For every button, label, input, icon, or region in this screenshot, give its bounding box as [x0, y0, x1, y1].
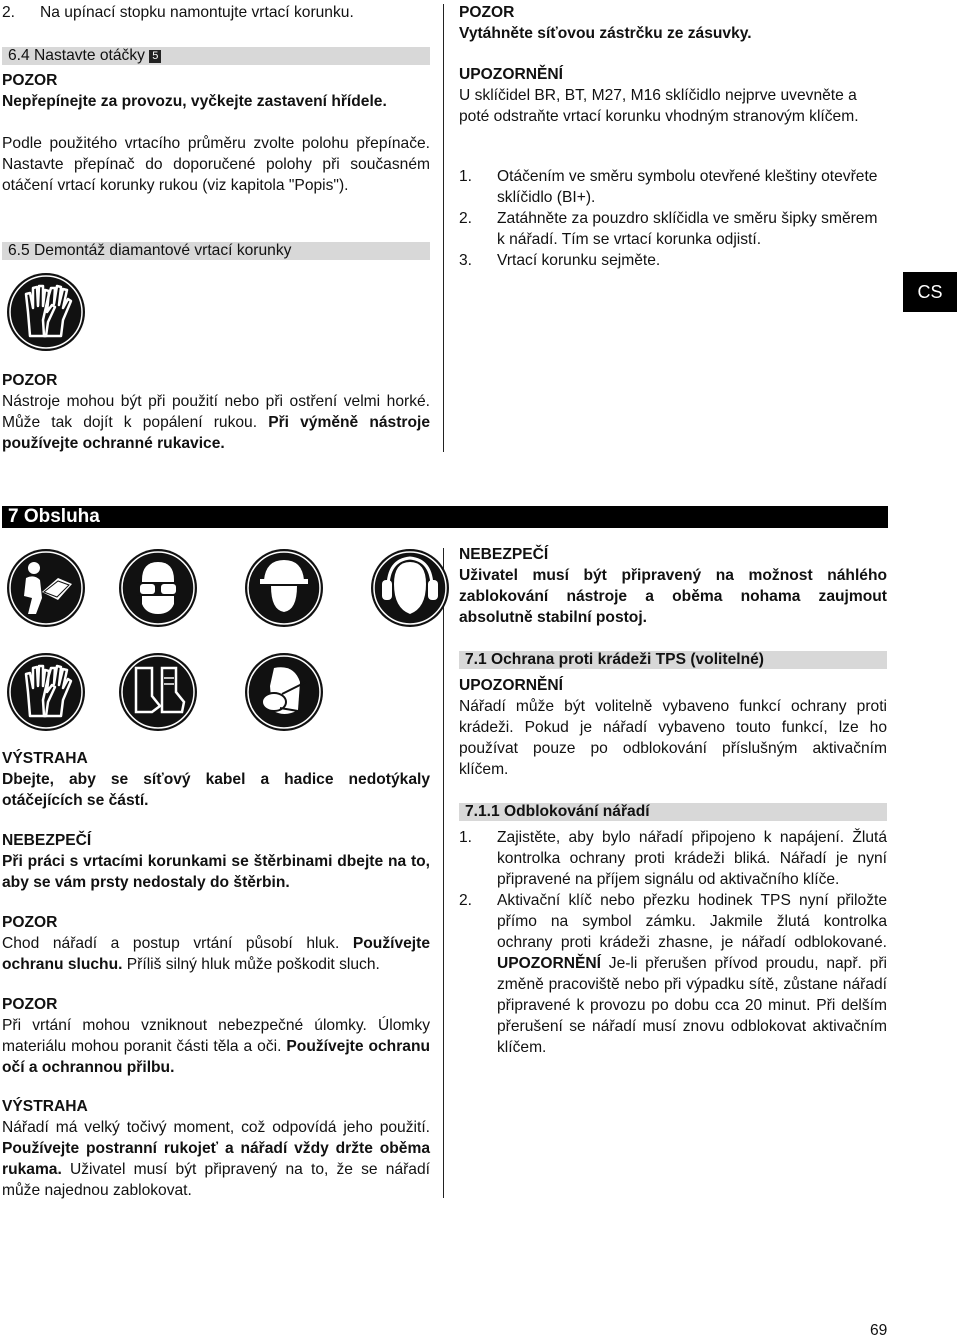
inline-note-label: UPOZORNĚNÍ: [497, 955, 601, 972]
section-title: 6.5 Demontáž diamantové vrtací korunky: [8, 242, 292, 259]
danger-block-stance: [459, 544, 887, 628]
list-number: 1.: [459, 829, 473, 846]
section-heading-6-4: [2, 47, 430, 65]
warning-text: [2, 1117, 430, 1201]
caution-text: Nepřepínejte za provozu, vyčkejte zastavení hřídele.: [2, 93, 387, 110]
list-text: Zatáhněte za pouzdro sklíčidla ve směru šipky směrem k nářadí. Tím se vrtací korunka odjistí.: [497, 210, 878, 248]
list-number: 2.: [459, 210, 473, 227]
note-block-chuck: [459, 64, 887, 127]
danger-label: NEBEZPEČÍ: [2, 832, 92, 849]
step-list-top-left: [2, 2, 430, 23]
list-text: Na upínací stopku namontujte vrtací korunku.: [40, 4, 354, 21]
section-title: 7.1.1 Odblokování nářadí: [465, 803, 650, 820]
paragraph-switch-position: [2, 133, 430, 196]
caution-text: Vytáhněte síťovou zástrčku ze zásuvky.: [459, 25, 752, 42]
danger-label: NEBEZPEČÍ: [459, 546, 549, 563]
safety-boots-icon: [118, 652, 198, 732]
caution-block-fragments: [2, 994, 430, 1078]
warning-label: VÝSTRAHA: [2, 750, 88, 767]
page-number: 69: [870, 1322, 888, 1339]
danger-text: Uživatel musí být připravený na možnost náhlého zablokování nástroje a oběma nohama zaujmout absolutně stabilní postoj.: [459, 567, 887, 626]
list-item: [459, 827, 887, 890]
caution-block-1: [2, 70, 430, 112]
figure-reference-badge: 5: [149, 50, 161, 63]
warning-label: VÝSTRAHA: [2, 1098, 88, 1115]
warning-text-plain: Uživatel musí být připravený na to, že se nářadí může najednou zablokovat.: [2, 1161, 430, 1199]
caution-text-bold: Používejte ochranu očí a ochrannou přilbu.: [2, 1038, 430, 1076]
list-item: [459, 166, 887, 208]
language-tab: CS: [903, 272, 957, 312]
list-number: 2.: [2, 4, 16, 21]
danger-text: Při práci s vrtacími korunkami se štěrbinami dbejte na to, aby se vám prsty nedostaly do štěrbin.: [2, 853, 430, 891]
list-number: 2.: [459, 892, 473, 909]
list-number: 3.: [459, 252, 473, 269]
note-label: UPOZORNĚNÍ: [459, 66, 563, 83]
note-text: Nářadí může být volitelně vybaveno funkcí ochrany proti krádeži. Pokud je nářadí vybaveno touto funkcí, lze ho používat pouze po odblokování příslušným aktivačním klíčem.: [459, 698, 887, 778]
body-text: Podle použitého vrtacího průměru zvolte polohu přepínače. Nastavte přepínač do doporučené polohy při současném otáčení vrtací korunky rukou (viz kapitola "Popis").: [2, 135, 430, 194]
list-item: [459, 250, 887, 271]
caution-text: [2, 1015, 430, 1078]
caution-text-plain: Příliš silný hluk může poškodit sluch.: [122, 956, 380, 973]
hard-hat-icon: [244, 548, 324, 628]
list-text: Aktivační klíč nebo přezku hodinek TPS nyní přiložte přímo na symbol zámku. Jakmile žlutá kontrolka ochrany proti krádeži zhasne, je nářadí odblokované.: [497, 892, 887, 951]
caution-label: POZOR: [2, 914, 58, 931]
warning-text: Dbejte, aby se síťový kabel a hadice nedotýkaly otáčejících se částí.: [2, 771, 430, 809]
danger-block-fingers: [2, 830, 430, 893]
list-item: [459, 208, 887, 250]
warning-text-bold: Používejte postranní rukojeť a nářadí vždy držte oběma rukama.: [2, 1140, 430, 1178]
list-item: [459, 890, 887, 1058]
section-title: 6.4 Nastavte otáčky: [8, 47, 145, 64]
section-heading-7-1: [459, 651, 887, 669]
caution-text-bold: Při výměně nástroje používejte ochranné rukavice.: [2, 414, 430, 452]
note-block-theft-protection: [459, 675, 887, 780]
protective-gloves-icon: [6, 272, 86, 352]
caution-text-plain: Chod nářadí a postup vrtání působí hluk.: [2, 935, 353, 952]
inline-note-text: Je-li přerušen přívod proudu, např. při změně pracoviště nebo při výpadku sítě, zůstane nářadí připravené k provozu po dobu cca 20 minut. Při delším přerušení se nářadí musí znovu odblokovat aktivačním klíčem.: [497, 955, 887, 1056]
caution-block-noise: [2, 912, 430, 975]
caution-block-unplug: [459, 2, 887, 44]
section-title: 7.1 Ochrana proti krádeži TPS (volitelné): [465, 651, 764, 668]
step-list-top-right: [459, 166, 887, 271]
warning-block-cable: [2, 748, 430, 811]
chapter-heading: 7 Obsluha: [2, 506, 888, 528]
protective-gloves-icon: [6, 652, 86, 732]
list-text: Vrtací korunku sejměte.: [497, 252, 661, 269]
caution-text: [2, 391, 430, 454]
list-text: Zajistěte, aby bylo nářadí připojeno k napájení. Žlutá kontrolka ochrany proti krádeži bliká. Nářadí je nyní připravené na příjem signálu od aktivačního klíče.: [497, 829, 887, 888]
dust-mask-icon: [244, 652, 324, 732]
safety-goggles-icon: [118, 548, 198, 628]
step-list-unlock: [459, 827, 887, 1058]
caution-text-bold: Používejte ochranu sluchu.: [2, 935, 430, 973]
section-heading-6-5: [2, 242, 430, 260]
read-manual-icon: [6, 548, 86, 628]
note-text: U sklíčidel BR, BT, M27, M16 sklíčidlo nejprve uvevněte a poté odstraňte vrtací korunku vhodným stranovým klíčem.: [459, 87, 859, 125]
caution-text: [2, 933, 430, 975]
left-top-column: [2, 2, 430, 23]
list-text: Otáčením ve směru symbolu otevřené kleštiny otevřete sklíčidlo (BI+).: [497, 168, 878, 206]
caution-label: POZOR: [459, 4, 515, 21]
caution-text-plain: Při vrtání mohou vzniknout nebezpečné úlomky. Úlomky materiálu mohou poranit části těla a oči.: [2, 1017, 430, 1055]
column-divider-bottom: [443, 548, 444, 1198]
note-label: UPOZORNĚNÍ: [459, 677, 563, 694]
caution-block-2: [2, 370, 430, 454]
caution-label: POZOR: [2, 996, 58, 1013]
warning-text-plain: Nářadí má velký točivý moment, což odpovídá jeho použití.: [2, 1119, 430, 1136]
list-number: 1.: [459, 168, 473, 185]
caution-text-plain: Nástroje mohou být při použití nebo při ostření velmi horké. Může tak dojít k popálení rukou.: [2, 393, 430, 431]
ear-protection-icon: [370, 548, 450, 628]
warning-block-torque: [2, 1096, 430, 1201]
caution-label: POZOR: [2, 372, 58, 389]
section-heading-7-1-1: [459, 803, 887, 821]
caution-label: POZOR: [2, 72, 58, 89]
column-divider-top: [443, 4, 444, 452]
list-item: [2, 2, 430, 23]
